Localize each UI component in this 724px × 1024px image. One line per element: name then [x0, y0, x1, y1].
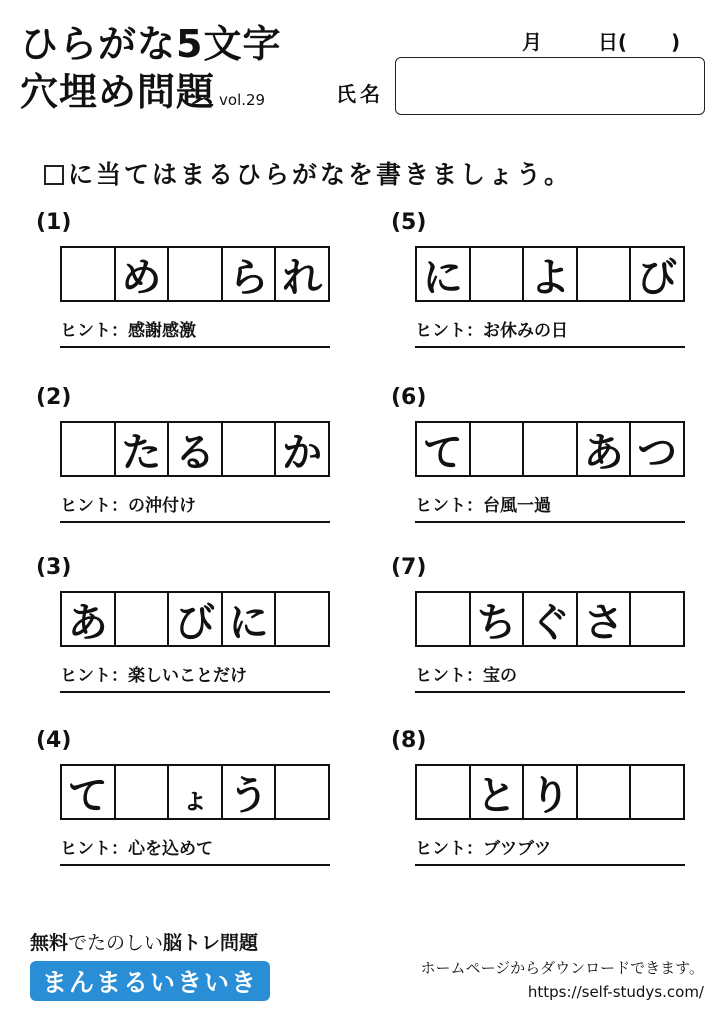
blank-cell[interactable] — [471, 423, 525, 475]
hint-line — [60, 316, 330, 348]
answer-cells — [60, 421, 330, 477]
puzzle-5 — [391, 210, 695, 348]
answer-cells — [60, 591, 330, 647]
answer-cells — [415, 764, 685, 820]
month-label: 月 — [522, 30, 542, 54]
name-label: 氏名 — [336, 82, 384, 106]
day-label: 日( — [597, 30, 628, 54]
letter-cell: う — [223, 766, 277, 818]
hint-text: お休みの日 — [483, 321, 568, 341]
instruction-text: に当てはまるひらがなを書きましょう。 — [68, 160, 573, 189]
brand-logo: まんまるいきいき — [30, 961, 270, 1001]
letter-cell: よ — [524, 248, 578, 300]
blank-cell[interactable] — [417, 766, 471, 818]
hint-text: ブツブツ — [483, 839, 551, 859]
hint-prefix: ヒント： — [415, 496, 483, 516]
puzzle-1 — [36, 210, 340, 348]
blank-cell[interactable] — [116, 766, 170, 818]
puzzle-number: (8) — [391, 728, 427, 753]
hint-line — [415, 491, 685, 523]
letter-cell: ら — [223, 248, 277, 300]
hint-line — [415, 316, 685, 348]
brand-brain: 脳トレ問題 — [163, 932, 259, 954]
hint-prefix: ヒント： — [60, 496, 128, 516]
letter-cell: に — [417, 248, 471, 300]
brand-free: 無料 — [30, 932, 69, 954]
brand-block — [30, 928, 270, 1001]
letter-cell: た — [116, 423, 170, 475]
blank-cell[interactable] — [276, 766, 328, 818]
hint-line — [60, 491, 330, 523]
brand-tagline — [30, 928, 270, 955]
puzzle-7 — [391, 555, 695, 693]
letter-cell: び — [637, 254, 678, 301]
letter-cell: あ — [62, 593, 116, 645]
letter-cell: り — [524, 766, 578, 818]
blank-cell[interactable] — [471, 248, 525, 300]
hint-line — [415, 834, 685, 866]
letter-cell: ぐ — [524, 593, 578, 645]
blank-cell[interactable] — [578, 766, 632, 818]
blank-cell[interactable] — [223, 423, 277, 475]
hint-prefix: ヒント： — [415, 321, 483, 341]
volume-label: vol.29 — [219, 91, 266, 109]
hint-line — [60, 834, 330, 866]
hint-prefix: ヒント： — [415, 666, 483, 686]
blank-cell[interactable] — [62, 423, 116, 475]
title-line-1: ひらがな5文字 — [20, 22, 282, 66]
puzzle-6 — [391, 385, 695, 523]
answer-cells — [60, 764, 330, 820]
site-url-link[interactable]: https://self-studys.com/ — [527, 983, 704, 1001]
puzzle-number: (3) — [36, 555, 72, 580]
letter-cell: つ — [637, 429, 678, 476]
letter-cell: さ — [578, 593, 632, 645]
puzzle-number: (7) — [391, 555, 427, 580]
puzzle-3 — [36, 555, 340, 693]
puzzle-8 — [391, 728, 695, 866]
instruction — [44, 155, 572, 191]
letter-cell: て — [417, 423, 471, 475]
letter-cell: め — [116, 248, 170, 300]
blank-cell[interactable] — [276, 593, 328, 645]
answer-cells — [60, 246, 330, 302]
letter-cell: か — [282, 429, 323, 476]
letter-cell: る — [169, 423, 223, 475]
puzzle-number: (2) — [36, 385, 72, 410]
hint-prefix: ヒント： — [60, 839, 128, 859]
blank-cell[interactable] — [524, 423, 578, 475]
puzzle-2 — [36, 385, 340, 523]
letter-cell: と — [471, 766, 525, 818]
answer-cells — [415, 421, 685, 477]
puzzle-number: (1) — [36, 210, 72, 235]
letter-cell: て — [62, 766, 116, 818]
puzzle-number: (6) — [391, 385, 427, 410]
hint-text: 楽しいことだけ — [128, 666, 247, 686]
hint-text: 宝の — [483, 666, 517, 686]
letter-cell: び — [169, 593, 223, 645]
date-close: ) — [671, 30, 681, 54]
hint-text: 台風一過 — [483, 496, 551, 516]
blank-cell[interactable] — [62, 248, 116, 300]
puzzle-number: (5) — [391, 210, 427, 235]
title-line-2: 穴埋め問題 — [20, 70, 216, 114]
blank-cell[interactable] — [169, 248, 223, 300]
blank-cell[interactable] — [631, 766, 683, 818]
name-input-box[interactable] — [395, 57, 705, 115]
blank-box-icon — [44, 165, 64, 185]
letter-cell: れ — [282, 254, 323, 301]
hint-text: 感謝感激 — [128, 321, 196, 341]
hint-prefix: ヒント： — [60, 666, 128, 686]
hint-line — [415, 661, 685, 693]
hint-line — [60, 661, 330, 693]
blank-cell[interactable] — [578, 248, 632, 300]
answer-cells — [415, 591, 685, 647]
blank-cell[interactable] — [631, 593, 683, 645]
answer-cells — [415, 246, 685, 302]
hint-prefix: ヒント： — [60, 321, 128, 341]
letter-cell: あ — [578, 423, 632, 475]
hint-text: の沖付け — [128, 496, 196, 516]
letter-cell: ょ — [169, 766, 223, 818]
blank-cell[interactable] — [116, 593, 170, 645]
hint-text: 心を込めて — [128, 839, 213, 859]
letter-cell: ち — [471, 593, 525, 645]
puzzle-4 — [36, 728, 340, 866]
worksheet-title — [20, 20, 281, 124]
download-text: ホームページからダウンロードできます。 — [420, 959, 704, 977]
letter-cell: に — [223, 593, 277, 645]
date-field — [522, 26, 680, 55]
brand-fun: でたのしい — [68, 932, 164, 954]
blank-cell[interactable] — [417, 593, 471, 645]
download-info — [420, 956, 704, 1004]
hint-prefix: ヒント： — [415, 839, 483, 859]
puzzle-number: (4) — [36, 728, 72, 753]
